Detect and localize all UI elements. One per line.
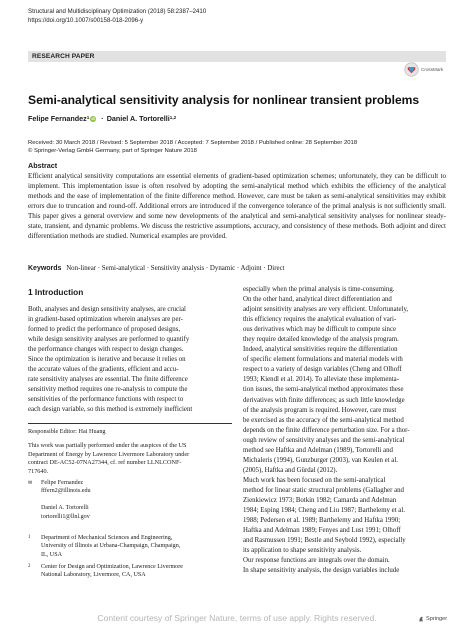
text-line: (2005), Haftka and Gürdal (2012). xyxy=(243,466,338,474)
author-name[interactable]: Felipe Fernandez xyxy=(28,114,87,123)
section-heading: 1 Introduction xyxy=(28,287,84,297)
text-line: while design sensitivity analyses are performed to quantify xyxy=(28,336,190,344)
text-line: Since the optimization is iterative and because it relies on xyxy=(28,356,186,364)
keywords-list: Non-linear · Semi-analytical · Sensitivity analysis · Dynamic · Adjoint · Direct xyxy=(66,265,285,272)
text-line: University of Illinois at Urbana-Champaign, Champaign, xyxy=(41,543,181,550)
text-line: Much work has been focused on the semi-analytical xyxy=(243,476,386,484)
corresponding-authors xyxy=(28,479,91,521)
text-line: National Laboratory, Livermore, CA, USA xyxy=(41,572,146,579)
text-line: this efficiency requires the analytical evaluation of vari- xyxy=(243,316,397,324)
contact-name: Felipe Fernandez xyxy=(41,480,84,486)
text-line: Indeed, analytical sensitivities require the differentiation xyxy=(243,346,398,354)
text-line: contract DE-AC52-07NA27344, cf. ref number LLNLCONF- xyxy=(28,459,182,466)
text-line: Department of Energy by Lawrence Livermore Laboratory under xyxy=(28,450,190,458)
responsible-editor: Responsible Editor: Hai Huang xyxy=(28,428,106,435)
text-line: 1988; Pedersen et al. 1989; Barthelemy and Haftka 1990; xyxy=(243,517,401,525)
text-line: they require detailed knowledge of the analysis program. xyxy=(243,336,399,344)
funding-note xyxy=(28,442,232,476)
affiliation-1 xyxy=(28,534,180,559)
text-line: method for linear static structural problems (Gallagher and xyxy=(243,486,404,494)
text-line: 1984; Esping 1984; Cheng and Liu 1987; Barthelemy et al. xyxy=(243,507,405,515)
publisher-name: Springer xyxy=(426,616,448,622)
text-line: formed to predict the performance of proposed designs, xyxy=(28,326,181,334)
courtesy-watermark: Content courtesy of Springer Nature, terms of use apply. Rights reserved. xyxy=(97,613,377,623)
text-line: Department of Mechanical Sciences and Engineering, xyxy=(41,535,173,541)
crossmark-label: CrossMark xyxy=(421,67,444,72)
text-line: Michaleris (1994), Gunzburger (2003), van Keulen et al. xyxy=(243,456,398,464)
text-line: derivatives with finite differences; as such little knowledge xyxy=(243,396,405,404)
text-line: and Rasmussen 1991; Bestle and Seybold 1992), especially xyxy=(243,537,406,545)
keywords xyxy=(28,265,446,272)
affiliation-2 xyxy=(28,563,183,580)
journal-header xyxy=(28,8,206,25)
history-dates: Received: 30 March 2018 / Revised: 5 September 2018 / Accepted: 7 September 2018 / Published online: 28 September 2018 xyxy=(28,140,358,146)
contact-spacer xyxy=(41,496,91,504)
section-label: RESEARCH PAPER xyxy=(32,52,95,60)
text-line: respect to a variety of design variables (Cheng and Olhoff xyxy=(243,366,402,374)
text-line: 1993; Kiendl et al. 2014). To alleviate these implementa- xyxy=(243,376,399,384)
text-line: 717640. xyxy=(28,467,49,475)
text-line: sensitivity method requires one re-analysis to compute the xyxy=(28,386,188,394)
copyright-notice: © Springer-Verlag GmbH Germany, part of Springer Nature 2018 xyxy=(28,148,197,155)
abstract-text: Efficient analytical sensitivity computations are essential elements of gradient-based optimization schemes; unfortunately, they can be difficult to implement. This implementation issue is often resolved by adopting the semi-analytical method which exhibits the efficiency of the analytical methods and the ease of implementation of the finite difference method. However, care must be taken as semi-analytical sensitivities may exhibit errors due to truncation and round-off. Additional errors are introduced if the convergence tolerance of the primal analysis is not sufficiently small. This paper gives a general overview and some new developments of the analytical and semi-analytical sensitivity analyses for nonlinear steady-state, transient, and dynamic problems. We discuss the restrictive assumptions, accuracy, and consistency of these methods. Both adjoint and direct differentiation methods are studied. Numerical examples are provided. xyxy=(28,172,446,241)
crossmark-badge[interactable] xyxy=(404,62,448,84)
text-line: ough review of sensitivity analyses and the semi-analytical xyxy=(243,436,405,444)
text-line: the performance changes with respect to design changes. xyxy=(28,346,184,354)
text-line: method see Haftka and Adelman (1989), Tortorelli and xyxy=(243,446,393,454)
text-line: Zienkiewicz 1973; Botkin 1982; Camarda and Adelman xyxy=(243,496,397,504)
text-line: rate sensitivity analyses are essential. The finite difference xyxy=(28,376,188,384)
text-line: sensitivities of the performance functions with respect to xyxy=(28,396,184,404)
text-line: adjoint sensitivity analyses are very efficient. Unfortunately, xyxy=(243,306,409,314)
orcid-icon[interactable]: iD xyxy=(91,116,96,121)
author-affiliation-mark: 1 xyxy=(86,115,90,120)
text-line: especially when the primal analysis is time-consuming. xyxy=(243,286,395,293)
text-line: Both, analyses and design sensitivity analyses, are crucial xyxy=(28,306,186,313)
author-separator: · xyxy=(101,114,104,123)
text-line: In shape sensitivity analysis, the design variables include xyxy=(243,567,400,575)
text-line: On the other hand, analytical direct differentiation and xyxy=(243,296,392,304)
text-line: each design variable, so this method is extremely inefficient xyxy=(28,406,193,414)
article-history xyxy=(28,139,357,156)
text-line: Haftka and Adelman 1989; Fenyes and Lust 1991; Olhoff xyxy=(243,527,401,535)
text-line: depends on the finite difference perturbation size. For a thor- xyxy=(243,426,410,434)
author-name[interactable]: Daniel A. Tortorelli xyxy=(106,114,170,123)
text-line: ous derivatives which may be difficult to compute since xyxy=(243,326,397,334)
contact-name: Daniel A. Tortorelli xyxy=(41,505,89,512)
abstract-heading: Abstract xyxy=(28,161,58,170)
text-line: Center for Design and Optimization, Lawrence Livermore xyxy=(41,564,183,570)
crossmark-icon xyxy=(404,62,419,77)
doi-link[interactable]: https://doi.org/10.1007/s00158-018-2096-y xyxy=(28,16,144,24)
text-line: tion issues, the semi-analytical method approximates these xyxy=(243,386,404,394)
text-line: the accurate values of the gradients, efficient and accu- xyxy=(28,366,179,374)
paper-title: Semi-analytical sensitivity analysis for nonlinear transient problems xyxy=(28,93,420,107)
intro-left-column xyxy=(28,305,232,416)
text-line: IL, USA xyxy=(41,551,62,558)
text-line: of the analysis program is required. However, care must xyxy=(243,406,397,414)
text-line: in gradient-based optimization wherein analyses are per- xyxy=(28,316,183,324)
contact-email[interactable]: tortorelli1@llnl.gov xyxy=(41,513,90,520)
journal-citation: Structural and Multidisciplinary Optimization (2018) 58:2387–2410 xyxy=(28,8,207,15)
text-line: This work was partially performed under the auspices of the US xyxy=(28,442,187,449)
envelope-icon: ✉ xyxy=(28,480,33,486)
footnote-divider xyxy=(28,423,232,424)
affiliation-number: 1 xyxy=(28,535,31,540)
intro-right-column xyxy=(243,285,446,576)
contact-email[interactable]: fffern2@illinois.edu xyxy=(41,488,91,495)
text-line: of specific element formulations and material models with xyxy=(243,356,403,364)
text-line: Our response functions are integrals over the domain. xyxy=(243,557,390,565)
author-list xyxy=(28,114,176,123)
text-line: its application to shape sensitivity analysis. xyxy=(243,547,362,555)
section-label-bar xyxy=(28,51,446,62)
text-line: be exercised as the accuracy of the semi-analytical method xyxy=(243,416,404,424)
affiliation-number: 2 xyxy=(28,564,31,569)
keywords-label: Keywords xyxy=(28,265,62,272)
author-affiliation-mark: 1,2 xyxy=(169,115,177,120)
